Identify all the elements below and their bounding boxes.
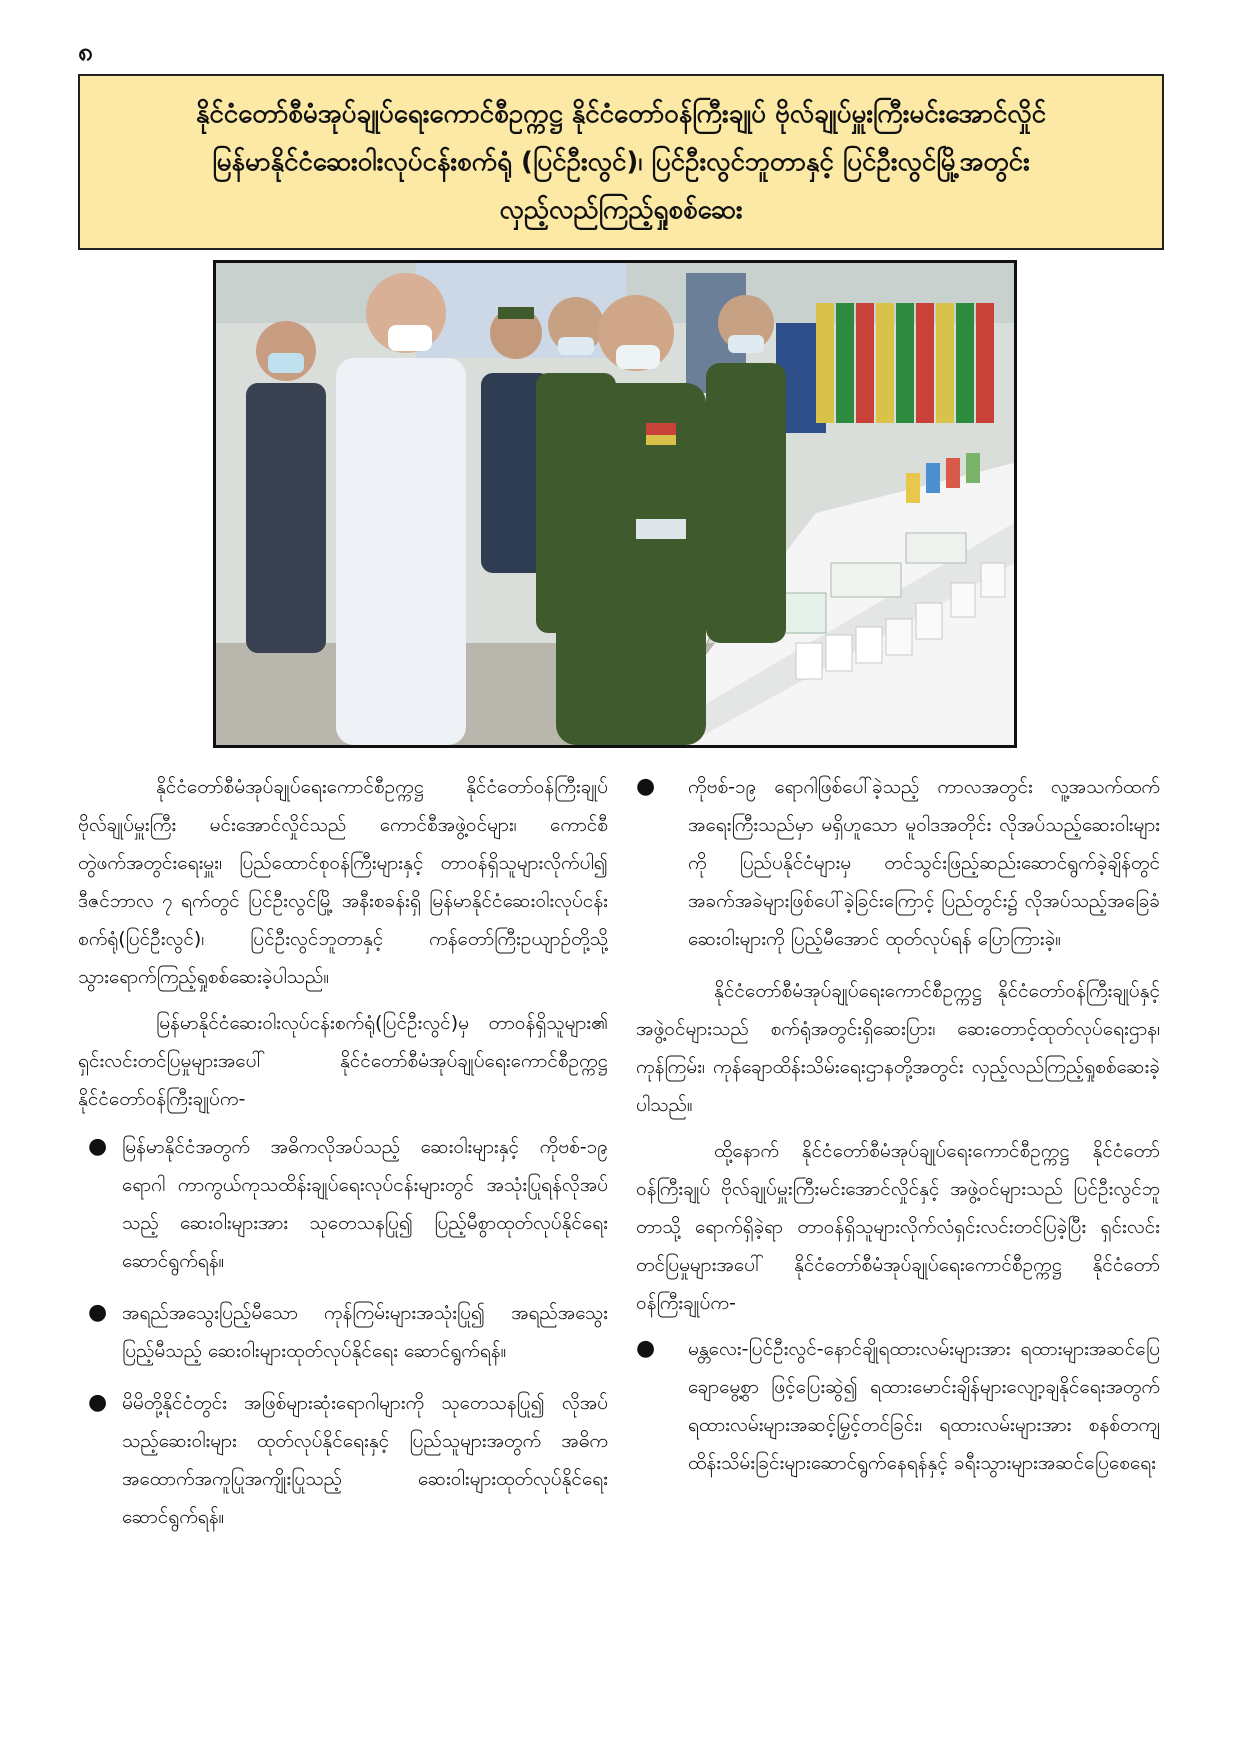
left-column [78,768,608,1550]
bullet-icon: ● [88,1390,108,1415]
list-item-text: မြန်မာနိုင်ငံအတွက် အဓိကလိုအပ်သည့် ဆေးဝါးများနှင့် ကိုဗစ်-၁၉ ရောဂါ ကာကွယ်ကုသထိန်းချုပ်ရေးလုပ်ငန်းများတွင် အသုံးပြုရန်လိုအပ်သည့် ဆေးဝါးများအား သုတေသနပြု၍ ပြည့်မီစွာထုတ်လုပ်နိုင်ရေး ဆောင်ရွက်ရန်။ [122,1136,608,1272]
headline-line-3: လှည့်လည်ကြည့်ရှုစစ်ဆေး [499,195,743,225]
list-item-text: အရည်အသွေးပြည့်မီသော ကုန်ကြမ်းများအသုံးပြု၍ အရည်အသွေးပြည့်မီသည့် ဆေးဝါးများထုတ်လုပ်နိုင်ရေး ဆောင်ရွက်ရန်။ [122,1302,608,1362]
list-item [78,1384,608,1536]
list-item [636,1330,1160,1482]
list-item-text: မန္တလေး-ပြင်ဦးလွင်-နောင်ချိုရထားလမ်းများအား ရထားများအဆင်ပြေချောမွေ့စွာ ဖြင့်ပြေးဆွဲ၍ ရထားမောင်းချိန်များလျော့ချနိုင်ရေးအတွက် ရထားလမ်းများအဆင့်မြှင့်တင်ခြင်း၊ ရထားလမ်းများအား စနစ်တကျထိန်းသိမ်းခြင်းများဆောင်ရွက်နေရန်နှင့် ခရီးသွားများအဆင်ပြေစေရေး [688,1338,1160,1474]
headline-box [78,74,1164,250]
paragraph: နိုင်ငံတော်စီမံအုပ်ချုပ်ရေးကောင်စီဥက္ကဋ္ဌ နိုင်ငံတော်ဝန်ကြီးချုပ် ဗိုလ်ချုပ်မှူးကြီး မင်းအောင်လှိုင်သည် ကောင်စီအဖွဲ့ဝင်များ၊ ကောင်စီတွဲဖက်အတွင်းရေးမှူး၊ ပြည်ထောင်စုဝန်ကြီးများနှင့် တာဝန်ရှိသူများလိုက်ပါ၍ ဒီဇင်ဘာလ ၇ ရက်တွင် ပြင်ဦးလွင်မြို့ အနီးစခန်းရှိ မြန်မာနိုင်ငံဆေးဝါးလုပ်ငန်းစက်ရုံ(ပြင်ဦးလွင်)၊ ပြင်ဦးလွင်ဘူတာနှင့် ကန်တော်ကြီးဥယျာဉ်တို့သို့ သွားရောက်ကြည့်ရှုစစ်ဆေးခဲ့ပါသည်။ [78,776,608,988]
paragraph: ထို့နောက် နိုင်ငံတော်စီမံအုပ်ချုပ်ရေးကောင်စီဥက္ကဋ္ဌ နိုင်ငံတော်ဝန်ကြီးချုပ် ဗိုလ်ချုပ်မှူးကြီးမင်းအောင်လှိုင်နှင့် အဖွဲ့ဝင်များသည် ပြင်ဦးလွင်ဘူတာသို့ ရောက်ရှိခဲ့ရာ တာဝန်ရှိသူများလိုက်လံရှင်းလင်းတင်ပြခဲ့ပြီး ရှင်းလင်းတင်ပြမှုများအပေါ် နိုင်ငံတော်စီမံအုပ်ချုပ်ရေးကောင်စီဥက္ကဋ္ဌ နိုင်ငံတော်ဝန်ကြီးချုပ်က- [636,1140,1160,1314]
headline-line-2: မြန်မာနိုင်ငံဆေးဝါးလုပ်ငန်းစက်ရုံ (ပြင်ဦးလွင်)၊ ပြင်ဦးလွင်ဘူတာနှင့် ပြင်ဦးလွင်မြို့အတွင်း [212,147,1030,177]
bullet-icon: ● [88,1134,108,1159]
bullet-icon: ● [88,1300,108,1325]
flags [816,303,994,423]
list-item [78,1294,608,1370]
list-item-text: မိမိတို့နိုင်ငံတွင်း အဖြစ်များဆုံးရောဂါများကို သုတေသနပြု၍ လိုအပ်သည့်ဆေးဝါးများ ထုတ်လုပ်နိုင်ရေးနှင့် ပြည်သူများအတွက် အဓိကအထောက်အကူပြုအကျိုးပြုသည့် ဆေးဝါးများထုတ်လုပ်နိုင်ရေး ဆောင်ရွက်ရန်။ [122,1392,608,1528]
paragraph: နိုင်ငံတော်စီမံအုပ်ချုပ်ရေးကောင်စီဥက္ကဋ္ဌ နိုင်ငံတော်ဝန်ကြီးချုပ်နှင့် အဖွဲ့ဝင်များသည် စက်ရုံအတွင်းရှိဆေးပြား၊ ဆေးတောင့်ထုတ်လုပ်ရေးဌာန၊ ကုန်ကြမ်း၊ ကုန်ချောထိန်းသိမ်းရေးဌာနတို့အတွင်း လှည့်လည်ကြည့်ရှုစစ်ဆေးခဲ့ပါသည်။ [636,980,1160,1116]
list-item-text: ကိုဗစ်-၁၉ ရောဂါဖြစ်ပေါ်ခဲ့သည့် ကာလအတွင်း လူ့အသက်ထက်အရေးကြီးသည်မှာ မရှိဟူသော မူဝါဒအတိုင်း လိုအပ်သည့်ဆေးဝါးများကို ပြည်ပနိုင်ငံများမှ တင်သွင်းဖြည့်ဆည်းဆောင်ရွက်ခဲ့ချိန်တွင် အခက်အခဲများဖြစ်ပေါ်ခဲ့ခြင်းကြောင့် ပြည်တွင်း၌ လိုအပ်သည့်အခြေခံဆေးဝါးများကို ပြည့်မီအောင် ထုတ်လုပ်ရန် ပြောကြားခဲ့။ [688,776,1160,950]
right-column [636,768,1160,1496]
list-item [636,768,1160,958]
news-photo [213,260,1017,748]
list-item [78,1128,608,1280]
bullet-icon: ● [636,774,656,799]
page-number: ၈ [78,37,93,67]
headline-line-1: နိုင်ငံတော်စီမံအုပ်ချုပ်ရေးကောင်စီဥက္ကဋ္ဌ နိုင်ငံတော်ဝန်ကြီးချုပ် ဗိုလ်ချုပ်မှူးကြီးမင်းအောင်လှိုင် [195,99,1047,129]
paragraph: မြန်မာနိုင်ငံဆေးဝါးလုပ်ငန်းစက်ရုံ(ပြင်ဦးလွင်)မှ တာဝန်ရှိသူများ၏ ရှင်းလင်းတင်ပြမှုများအပေါ် နိုင်ငံတော်စီမံအုပ်ချုပ်ရေးကောင်စီဥက္ကဋ္ဌ နိုင်ငံတော်ဝန်ကြီးချုပ်က- [78,1012,608,1110]
bullet-icon: ● [636,1336,656,1361]
